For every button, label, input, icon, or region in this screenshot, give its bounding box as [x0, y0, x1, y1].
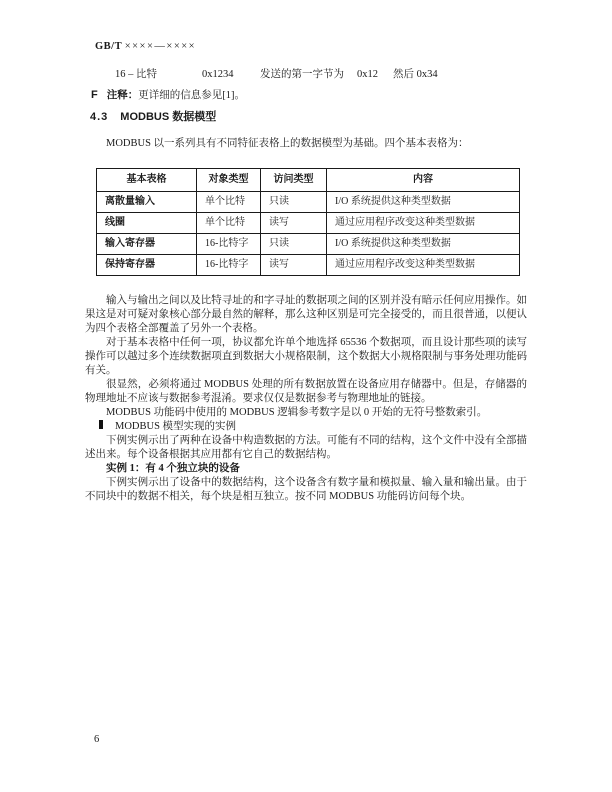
cell-access-type: 读写	[261, 213, 327, 234]
table-row	[97, 213, 520, 234]
hex-example-line	[85, 68, 527, 82]
example-bullet-label: MODBUS 模型实现的实例	[115, 421, 237, 432]
page-number: 6	[94, 734, 100, 745]
header-cell-content: 内容	[327, 169, 520, 192]
paragraph-memory-mapping: 很显然，必须将通过 MODBUS 处理的所有数据放置在设备应用存储器中。但是，存储器的物理地址不应该与数据参考混淆。要求仅仅是数据参考与物理地址的链接。	[85, 379, 527, 404]
cell-table-name: 保持寄存器	[97, 255, 197, 276]
hex-description: 发送的第一字节为	[260, 69, 344, 80]
section-number: 4.3	[90, 111, 109, 123]
paragraph-io-distinction: 输入与输出之间以及比特寻址的和字寻址的数据项之间的区别并没有暗示任何应用操作。如果这是对可疑对象核心部分最自然的解释，那么这种区别是可完全接受的，而且很普通，以便认为四个表格全部覆盖了另外一个表格。	[85, 295, 527, 334]
table-row	[97, 192, 520, 213]
cell-table-name: 输入寄存器	[97, 234, 197, 255]
hex-first-byte: 0x12	[357, 69, 378, 80]
paragraph-65536-items: 对于基本表格中任何一项，协议都允许单个地选择 65536 个数据项，而且设计那些项的读写操作可以越过多个连续数据项直到数据大小规格限制，这个数据大小规格限制与事务处理功能码有关。	[85, 337, 527, 376]
intro-paragraph: MODBUS 以一系列具有不同特征表格上的数据模型为基础。四个基本表格为：	[106, 138, 469, 149]
note-text: 更详细的信息参见[1]。	[138, 90, 245, 101]
cell-table-name: 线圈	[97, 213, 197, 234]
cell-content: I/O 系统提供这种类型数据	[327, 192, 520, 213]
header-cell-object-type: 对象类型	[197, 169, 261, 192]
paragraph-two-ways: 下例实例示出了两种在设备中构造数据的方法。可能有不同的结构，这个文件中没有全部描述出来。每个设备根据其应用都有它自己的数据结构。	[85, 435, 527, 460]
paragraph-logical-reference: MODBUS 功能码中使用的 MODBUS 逻辑参考数字是以 0 开始的无符号整数索引。	[106, 407, 488, 418]
standard-number: ××××—××××	[124, 41, 197, 52]
note-marker-icon: F	[91, 89, 98, 101]
cell-access-type: 读写	[261, 255, 327, 276]
cell-object-type: 16-比特字	[197, 255, 261, 276]
cell-object-type: 单个比特	[197, 192, 261, 213]
table-row	[97, 234, 520, 255]
cell-table-name: 离散量输入	[97, 192, 197, 213]
note-line	[91, 88, 527, 102]
bullet-bar-icon	[99, 420, 103, 429]
standard-code: GB/T	[95, 41, 123, 52]
cell-access-type: 只读	[261, 234, 327, 255]
cell-content: I/O 系统提供这种类型数据	[327, 234, 520, 255]
cell-content: 通过应用程序改变这种类型数据	[327, 255, 520, 276]
cell-object-type: 单个比特	[197, 213, 261, 234]
running-header	[95, 40, 527, 54]
example-bullet-line	[99, 420, 527, 434]
data-model-table	[96, 168, 520, 276]
hex-bit-label: 16 – 比特	[115, 69, 157, 80]
section-heading	[90, 110, 527, 125]
header-cell-basic-table: 基本表格	[97, 169, 197, 192]
example1-heading: 实例 1：有 4 个独立块的设备	[106, 463, 240, 474]
hex-second-byte: 然后 0x34	[393, 69, 438, 80]
note-label: 注释：	[106, 90, 139, 101]
table-row	[97, 255, 520, 276]
hex-value: 0x1234	[202, 69, 234, 80]
paragraph-four-blocks: 下例实例示出了设备中的数据结构，这个设备含有数字量和模拟量、输入量和输出量。由于不同块中的数据不相关，每个块是相互独立。按不同 MODBUS 功能码访问每个块。	[85, 477, 527, 502]
cell-object-type: 16-比特字	[197, 234, 261, 255]
body-text-block	[85, 294, 527, 504]
cell-access-type: 只读	[261, 192, 327, 213]
cell-content: 通过应用程序改变这种类型数据	[327, 213, 520, 234]
table-header-row	[97, 169, 520, 192]
section-title: MODBUS 数据模型	[120, 111, 217, 123]
header-cell-access-type: 访问类型	[261, 169, 327, 192]
